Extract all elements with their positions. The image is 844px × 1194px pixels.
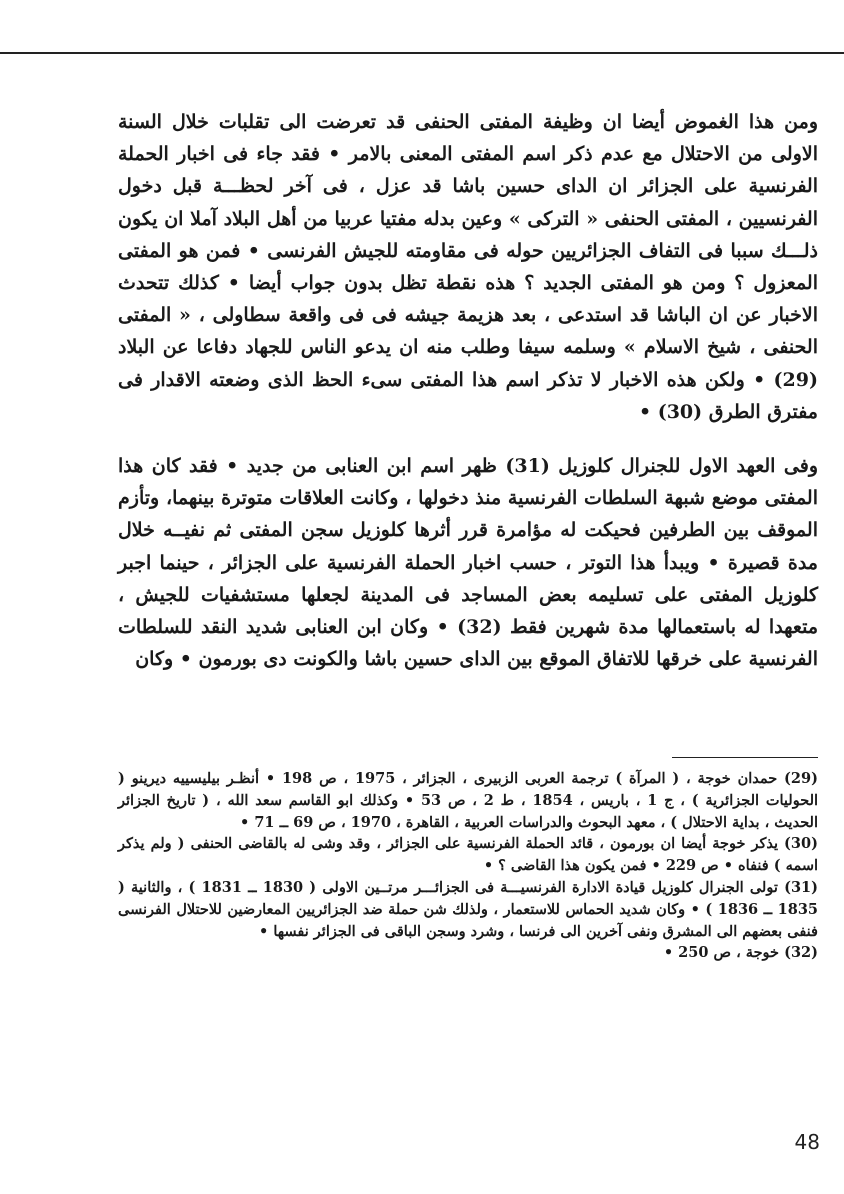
footnote-number: (29) [784,770,818,787]
top-rule [0,52,844,54]
footnote-text: يذكر خوجة أيضا ان بورمون ، قائد الحملة الفرنسية على الجزائر ، وقد وشى له بالقاضى الحنفى ( ولم يذكر اسمه ) فنفاه • ص 229 • فمن يكون هذا القاضى ؟ • [118,835,818,875]
footnote-separator [672,757,818,758]
footnote-number: (31) [784,878,818,896]
footnote-text: تولى الجنرال كلوزيل قيادة الادارة الفرنسيـــة فى الجزائـــر مرتــين الاولى ( 1830 ــ 1831 ) ، والثانية ( 1835 ــ 1836 ) • وكان شديد الحماس للاستعمار ، ولذلك شن حملة ضد الجزائريين المعارضين للاحتلال الفرنسى فنفى بعضهم الى المشرق ونفى آخرين الى فرنسا ، وشرد وسجن الباقى فى الجزائر نفسها • [118,878,818,940]
footnote-number: (32) [784,944,818,962]
footnote-30 [118,833,818,877]
paragraph-2: وفى العهد الاول للجنرال كلوزيل (31) ظهر اسم ابن العنابى من جديد • فقد كان هذا المفتى موضع شبهة السلطات الفرنسية منذ دخولها ، وكانت العلاقات متوترة بينهما، وتأزم الموقف بين الطرفين فحيكت له مؤامرة قرر أثرها كلوزيل سجن المفتى ثم نفيــه خلال مدة قصيرة • ويبدأ هذا التوتر ، حسب اخبار الحملة الفرنسية على الجزائر ، حينما اجبر كلوزيل المفتى على تسليمه بعض المساجد فى المدينة لجعلها مستشفيات للجيش ، متعهدا له باستعمالها مدة شهرين فقط (32) • وكان ابن العنابى شديد النقد للسلطات الفرنسية على خرقها للاتفاق الموقع بين الداى حسين باشا والكونت دى بورمون • وكان [118,455,819,671]
footnotes [118,768,818,964]
page-number: 48 [794,1130,820,1154]
footnote-text: خوجة ، ص 250 • [663,944,779,962]
body-text [118,106,818,675]
footnote-32 [118,942,818,964]
paragraph-1: ومن هذا الغموض أيضا ان وظيفة المفتى الحنفى قد تعرضت الى تقلبات خلال السنة الاولى من الاحتلال مع عدم ذكر اسم المفتى المعنى بالامر • فقد جاء فى اخبار الحملة الفرنسية على الجزائر ان الداى حسين باشا قد عزل ، فى آخر لحظـــة قبل دخول الفرنسيين ، المفتى الحنفى « التركى » وعين بدله مفتيا عربيا من أهل البلاد آملا ان يكون ذلـــك سببا فى التفاف الجزائريين حوله فى مقاومته للجيش الفرنسى • فمن هو المفتى المعزول ؟ ومن هو المفتى الجديد ؟ هذه نقطة تظل بدون جواب أيضا • كذلك تتحدث الاخبار عن ان الباشا قد استدعى ، بعد هزيمة جيشه فى فى واقعة سطاولى ، « المفتى الحنفى ، شيخ الاسلام » وسلمه سيفا وطلب منه ان يدعو الناس للجهاد دفاعا عن البلاد (29) • ولكن هذه الاخبار لا تذكر اسم هذا المفتى سىء الحظ الذى وضعته الاقدار فى مفترق الطرق (30) • [118,111,818,423]
footnote-31 [118,877,818,942]
footnote-number: (30) [784,835,818,853]
footnote-29 [118,768,818,833]
footnote-text: حمدان خوجة ، ( المرآة ) ترجمة العربى الزبيرى ، الجزائر ، 1975 ، ص 198 • أنظـر بيليسييه ديرينو ( الحوليات الجزائرية ) ، ج 1 ، باريس ، 1854 ، ط 2 ، ص 53 • وكذلك ابو القاسم سعد الله ، ( تاريخ الجزائر الحديث ، بداية الاحتلال ) ، معهد البحوث والدراسات العربية ، القاهرة ، 1970 ، ص 69 ــ 71 • [118,770,819,831]
